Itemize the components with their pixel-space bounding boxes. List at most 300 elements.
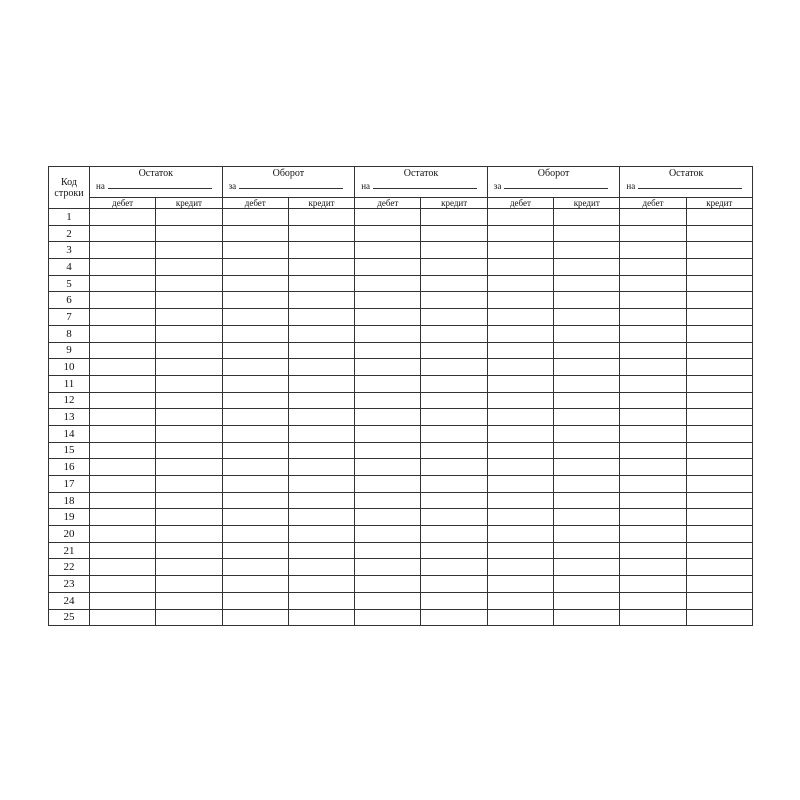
- debit-cell[interactable]: [90, 609, 156, 626]
- credit-cell[interactable]: [156, 375, 222, 392]
- debit-cell[interactable]: [222, 592, 288, 609]
- debit-cell[interactable]: [487, 225, 553, 242]
- debit-cell[interactable]: [222, 509, 288, 526]
- debit-cell[interactable]: [487, 342, 553, 359]
- credit-cell[interactable]: [288, 392, 354, 409]
- credit-cell[interactable]: [421, 442, 487, 459]
- debit-cell[interactable]: [355, 609, 421, 626]
- debit-cell[interactable]: [487, 292, 553, 309]
- date-blank-field[interactable]: [108, 180, 212, 189]
- row-code: 23: [49, 576, 90, 593]
- debit-cell[interactable]: [620, 359, 686, 376]
- table-row: [49, 425, 753, 442]
- credit-cell[interactable]: [288, 476, 354, 493]
- debit-cell[interactable]: [487, 375, 553, 392]
- credit-header: кредит: [686, 198, 752, 209]
- credit-cell[interactable]: [686, 576, 752, 593]
- credit-cell[interactable]: [554, 459, 620, 476]
- credit-cell[interactable]: [554, 259, 620, 276]
- credit-cell[interactable]: [554, 359, 620, 376]
- debit-cell[interactable]: [355, 409, 421, 426]
- row-code: 21: [49, 542, 90, 559]
- credit-cell[interactable]: [421, 392, 487, 409]
- group-date-line: [223, 180, 355, 192]
- debit-cell[interactable]: [222, 476, 288, 493]
- credit-cell[interactable]: [554, 559, 620, 576]
- debit-cell[interactable]: [90, 242, 156, 259]
- credit-cell[interactable]: [156, 292, 222, 309]
- row-code: 15: [49, 442, 90, 459]
- table-row: [49, 559, 753, 576]
- credit-cell[interactable]: [421, 275, 487, 292]
- debit-cell[interactable]: [222, 492, 288, 509]
- debit-cell[interactable]: [620, 275, 686, 292]
- debit-cell[interactable]: [90, 576, 156, 593]
- debit-cell[interactable]: [487, 309, 553, 326]
- credit-cell[interactable]: [554, 526, 620, 543]
- credit-cell[interactable]: [156, 592, 222, 609]
- credit-cell[interactable]: [156, 509, 222, 526]
- debit-cell[interactable]: [222, 375, 288, 392]
- debit-cell[interactable]: [90, 275, 156, 292]
- credit-cell[interactable]: [288, 576, 354, 593]
- credit-cell[interactable]: [288, 459, 354, 476]
- credit-cell[interactable]: [288, 526, 354, 543]
- credit-cell[interactable]: [421, 325, 487, 342]
- debit-cell[interactable]: [90, 476, 156, 493]
- credit-cell[interactable]: [288, 442, 354, 459]
- credit-cell[interactable]: [421, 209, 487, 226]
- ledger-form: [48, 166, 752, 628]
- credit-cell[interactable]: [686, 309, 752, 326]
- debit-cell[interactable]: [222, 225, 288, 242]
- credit-cell[interactable]: [554, 275, 620, 292]
- debit-cell[interactable]: [90, 259, 156, 276]
- debit-cell[interactable]: [620, 542, 686, 559]
- table-row: [49, 325, 753, 342]
- row-code: 5: [49, 275, 90, 292]
- debit-cell[interactable]: [90, 509, 156, 526]
- credit-cell[interactable]: [686, 592, 752, 609]
- credit-cell[interactable]: [686, 392, 752, 409]
- debit-cell[interactable]: [90, 209, 156, 226]
- credit-cell[interactable]: [288, 492, 354, 509]
- table-row: [49, 242, 753, 259]
- credit-header: кредит: [421, 198, 487, 209]
- debit-cell[interactable]: [620, 459, 686, 476]
- credit-cell[interactable]: [686, 459, 752, 476]
- credit-cell[interactable]: [686, 425, 752, 442]
- credit-cell[interactable]: [156, 526, 222, 543]
- debit-cell[interactable]: [620, 576, 686, 593]
- date-blank-field[interactable]: [504, 180, 608, 189]
- debit-cell[interactable]: [90, 542, 156, 559]
- credit-cell[interactable]: [288, 592, 354, 609]
- credit-cell[interactable]: [421, 526, 487, 543]
- debit-cell[interactable]: [222, 392, 288, 409]
- credit-cell[interactable]: [554, 542, 620, 559]
- credit-cell[interactable]: [686, 492, 752, 509]
- credit-cell[interactable]: [156, 609, 222, 626]
- credit-cell[interactable]: [156, 442, 222, 459]
- debit-cell[interactable]: [90, 392, 156, 409]
- debit-cell[interactable]: [620, 225, 686, 242]
- table-row: [49, 492, 753, 509]
- debit-cell[interactable]: [487, 459, 553, 476]
- debit-cell[interactable]: [355, 259, 421, 276]
- credit-cell[interactable]: [288, 375, 354, 392]
- debit-cell[interactable]: [355, 325, 421, 342]
- debit-cell[interactable]: [222, 309, 288, 326]
- table-row: [49, 375, 753, 392]
- credit-cell[interactable]: [554, 292, 620, 309]
- credit-cell[interactable]: [686, 209, 752, 226]
- debit-cell[interactable]: [487, 392, 553, 409]
- credit-cell[interactable]: [421, 259, 487, 276]
- credit-cell[interactable]: [686, 442, 752, 459]
- debit-cell[interactable]: [222, 559, 288, 576]
- debit-cell[interactable]: [355, 309, 421, 326]
- credit-cell[interactable]: [686, 476, 752, 493]
- debit-cell[interactable]: [355, 492, 421, 509]
- debit-cell[interactable]: [90, 526, 156, 543]
- debit-cell[interactable]: [487, 492, 553, 509]
- table-row: [49, 526, 753, 543]
- date-blank-field[interactable]: [239, 180, 343, 189]
- credit-cell[interactable]: [421, 509, 487, 526]
- credit-cell[interactable]: [554, 209, 620, 226]
- credit-cell[interactable]: [686, 559, 752, 576]
- debit-cell[interactable]: [222, 425, 288, 442]
- table-row: [49, 509, 753, 526]
- row-code: 6: [49, 292, 90, 309]
- debit-cell[interactable]: [620, 509, 686, 526]
- debit-cell[interactable]: [90, 375, 156, 392]
- credit-cell[interactable]: [554, 576, 620, 593]
- credit-cell[interactable]: [686, 409, 752, 426]
- group-date-line: [90, 180, 222, 192]
- credit-cell[interactable]: [421, 592, 487, 609]
- debit-cell[interactable]: [355, 476, 421, 493]
- credit-cell[interactable]: [421, 559, 487, 576]
- debit-cell[interactable]: [222, 209, 288, 226]
- row-code: 16: [49, 459, 90, 476]
- debit-cell[interactable]: [90, 292, 156, 309]
- debit-cell[interactable]: [487, 359, 553, 376]
- credit-cell[interactable]: [156, 476, 222, 493]
- credit-cell[interactable]: [421, 425, 487, 442]
- credit-cell[interactable]: [554, 342, 620, 359]
- debit-cell[interactable]: [355, 242, 421, 259]
- group-header: [222, 167, 355, 198]
- group-header: [355, 167, 488, 198]
- credit-cell[interactable]: [686, 375, 752, 392]
- credit-cell[interactable]: [554, 442, 620, 459]
- credit-cell[interactable]: [421, 459, 487, 476]
- debit-cell[interactable]: [90, 592, 156, 609]
- debit-cell[interactable]: [222, 259, 288, 276]
- credit-cell[interactable]: [554, 375, 620, 392]
- debit-cell[interactable]: [355, 559, 421, 576]
- debit-header: дебет: [90, 198, 156, 209]
- credit-cell[interactable]: [288, 542, 354, 559]
- debit-cell[interactable]: [487, 209, 553, 226]
- debit-cell[interactable]: [355, 509, 421, 526]
- debit-cell[interactable]: [355, 459, 421, 476]
- credit-cell[interactable]: [686, 509, 752, 526]
- row-code: 24: [49, 592, 90, 609]
- table-row: [49, 476, 753, 493]
- debit-cell[interactable]: [487, 592, 553, 609]
- credit-cell[interactable]: [686, 342, 752, 359]
- debit-cell[interactable]: [222, 242, 288, 259]
- debit-cell[interactable]: [620, 476, 686, 493]
- group-date-line: [355, 180, 487, 192]
- credit-cell[interactable]: [156, 492, 222, 509]
- credit-cell[interactable]: [686, 542, 752, 559]
- credit-cell[interactable]: [288, 342, 354, 359]
- debit-cell[interactable]: [90, 225, 156, 242]
- credit-cell[interactable]: [156, 425, 222, 442]
- credit-cell[interactable]: [288, 609, 354, 626]
- credit-cell[interactable]: [686, 259, 752, 276]
- credit-cell[interactable]: [686, 275, 752, 292]
- debit-cell[interactable]: [620, 409, 686, 426]
- credit-cell[interactable]: [686, 225, 752, 242]
- debit-cell[interactable]: [620, 559, 686, 576]
- credit-cell[interactable]: [554, 242, 620, 259]
- credit-cell[interactable]: [421, 609, 487, 626]
- credit-cell[interactable]: [686, 526, 752, 543]
- credit-cell[interactable]: [554, 325, 620, 342]
- credit-cell[interactable]: [686, 325, 752, 342]
- debit-cell[interactable]: [355, 359, 421, 376]
- debit-cell[interactable]: [620, 442, 686, 459]
- debit-cell[interactable]: [222, 359, 288, 376]
- debit-cell[interactable]: [620, 342, 686, 359]
- date-blank-field[interactable]: [373, 180, 477, 189]
- debit-cell[interactable]: [90, 492, 156, 509]
- credit-cell[interactable]: [156, 459, 222, 476]
- debit-header: дебет: [222, 198, 288, 209]
- debit-cell[interactable]: [487, 542, 553, 559]
- debit-cell[interactable]: [487, 242, 553, 259]
- debit-cell[interactable]: [355, 592, 421, 609]
- credit-cell[interactable]: [421, 242, 487, 259]
- debit-cell[interactable]: [355, 375, 421, 392]
- debit-cell[interactable]: [222, 442, 288, 459]
- debit-cell[interactable]: [222, 292, 288, 309]
- credit-cell[interactable]: [554, 509, 620, 526]
- debit-cell[interactable]: [222, 325, 288, 342]
- credit-cell[interactable]: [288, 209, 354, 226]
- credit-header: кредит: [554, 198, 620, 209]
- credit-cell[interactable]: [421, 576, 487, 593]
- credit-cell[interactable]: [554, 492, 620, 509]
- subheader-row: [49, 198, 753, 209]
- debit-cell[interactable]: [90, 442, 156, 459]
- credit-cell[interactable]: [288, 359, 354, 376]
- credit-cell[interactable]: [156, 542, 222, 559]
- credit-cell[interactable]: [288, 325, 354, 342]
- credit-cell[interactable]: [288, 275, 354, 292]
- group-header: [620, 167, 753, 198]
- row-code: 10: [49, 359, 90, 376]
- credit-cell[interactable]: [288, 559, 354, 576]
- debit-cell[interactable]: [90, 359, 156, 376]
- debit-cell[interactable]: [620, 392, 686, 409]
- debit-cell[interactable]: [355, 342, 421, 359]
- credit-cell[interactable]: [156, 559, 222, 576]
- credit-cell[interactable]: [554, 476, 620, 493]
- debit-cell[interactable]: [487, 325, 553, 342]
- credit-cell[interactable]: [288, 259, 354, 276]
- credit-cell[interactable]: [156, 359, 222, 376]
- credit-cell[interactable]: [421, 309, 487, 326]
- credit-cell[interactable]: [421, 359, 487, 376]
- debit-cell[interactable]: [355, 392, 421, 409]
- credit-cell[interactable]: [421, 342, 487, 359]
- row-code: 13: [49, 409, 90, 426]
- row-code: 11: [49, 375, 90, 392]
- group-date-prefix: на: [96, 181, 105, 191]
- debit-cell[interactable]: [90, 409, 156, 426]
- credit-cell[interactable]: [156, 392, 222, 409]
- credit-cell[interactable]: [288, 509, 354, 526]
- row-code: 8: [49, 325, 90, 342]
- debit-cell[interactable]: [620, 609, 686, 626]
- table-row: [49, 542, 753, 559]
- credit-cell[interactable]: [686, 242, 752, 259]
- credit-cell[interactable]: [421, 542, 487, 559]
- debit-cell[interactable]: [620, 375, 686, 392]
- credit-cell[interactable]: [156, 209, 222, 226]
- debit-cell[interactable]: [222, 459, 288, 476]
- credit-cell[interactable]: [156, 409, 222, 426]
- debit-cell[interactable]: [90, 459, 156, 476]
- credit-cell[interactable]: [421, 409, 487, 426]
- debit-cell[interactable]: [487, 442, 553, 459]
- debit-cell[interactable]: [222, 609, 288, 626]
- debit-cell[interactable]: [487, 275, 553, 292]
- debit-cell[interactable]: [620, 292, 686, 309]
- group-date-prefix: за: [228, 181, 237, 191]
- debit-cell[interactable]: [90, 325, 156, 342]
- credit-cell[interactable]: [288, 225, 354, 242]
- debit-cell[interactable]: [620, 259, 686, 276]
- credit-cell[interactable]: [554, 225, 620, 242]
- credit-cell[interactable]: [288, 425, 354, 442]
- credit-cell[interactable]: [288, 242, 354, 259]
- debit-cell[interactable]: [90, 309, 156, 326]
- credit-cell[interactable]: [421, 292, 487, 309]
- credit-cell[interactable]: [156, 342, 222, 359]
- debit-cell[interactable]: [355, 275, 421, 292]
- credit-cell[interactable]: [156, 275, 222, 292]
- date-blank-field[interactable]: [638, 180, 742, 189]
- debit-header: дебет: [620, 198, 686, 209]
- credit-cell[interactable]: [156, 309, 222, 326]
- debit-cell[interactable]: [355, 442, 421, 459]
- row-code: 17: [49, 476, 90, 493]
- credit-cell[interactable]: [288, 292, 354, 309]
- row-code: 3: [49, 242, 90, 259]
- debit-cell[interactable]: [620, 309, 686, 326]
- credit-cell[interactable]: [686, 292, 752, 309]
- debit-cell[interactable]: [355, 576, 421, 593]
- credit-cell[interactable]: [156, 576, 222, 593]
- debit-cell[interactable]: [620, 325, 686, 342]
- debit-cell[interactable]: [620, 526, 686, 543]
- debit-cell[interactable]: [487, 559, 553, 576]
- debit-cell[interactable]: [355, 425, 421, 442]
- debit-cell[interactable]: [620, 209, 686, 226]
- debit-cell[interactable]: [355, 209, 421, 226]
- credit-cell[interactable]: [554, 309, 620, 326]
- debit-cell[interactable]: [487, 409, 553, 426]
- debit-cell[interactable]: [222, 526, 288, 543]
- debit-cell[interactable]: [222, 409, 288, 426]
- debit-cell[interactable]: [222, 275, 288, 292]
- table-row: [49, 459, 753, 476]
- credit-cell[interactable]: [288, 409, 354, 426]
- group-date-line: [488, 180, 620, 192]
- debit-cell[interactable]: [620, 425, 686, 442]
- debit-cell[interactable]: [90, 559, 156, 576]
- debit-cell[interactable]: [355, 292, 421, 309]
- debit-cell[interactable]: [222, 342, 288, 359]
- debit-cell[interactable]: [620, 492, 686, 509]
- credit-cell[interactable]: [421, 375, 487, 392]
- credit-cell[interactable]: [421, 476, 487, 493]
- debit-cell[interactable]: [487, 425, 553, 442]
- credit-cell[interactable]: [554, 592, 620, 609]
- ledger-body: [49, 209, 753, 626]
- credit-cell[interactable]: [156, 325, 222, 342]
- debit-cell[interactable]: [487, 259, 553, 276]
- debit-cell[interactable]: [90, 342, 156, 359]
- credit-cell[interactable]: [156, 259, 222, 276]
- debit-cell[interactable]: [222, 542, 288, 559]
- debit-cell[interactable]: [620, 242, 686, 259]
- debit-cell[interactable]: [487, 476, 553, 493]
- row-code: 2: [49, 225, 90, 242]
- group-title: Остаток: [138, 168, 174, 179]
- debit-cell[interactable]: [355, 542, 421, 559]
- debit-cell[interactable]: [487, 526, 553, 543]
- credit-cell[interactable]: [686, 609, 752, 626]
- debit-cell[interactable]: [355, 526, 421, 543]
- credit-cell[interactable]: [554, 425, 620, 442]
- debit-cell[interactable]: [487, 576, 553, 593]
- credit-cell[interactable]: [156, 225, 222, 242]
- credit-header: кредит: [288, 198, 354, 209]
- debit-cell[interactable]: [90, 425, 156, 442]
- credit-cell[interactable]: [288, 309, 354, 326]
- debit-cell[interactable]: [355, 225, 421, 242]
- credit-cell[interactable]: [686, 359, 752, 376]
- credit-cell[interactable]: [421, 225, 487, 242]
- credit-cell[interactable]: [156, 242, 222, 259]
- credit-cell[interactable]: [554, 409, 620, 426]
- debit-cell[interactable]: [222, 576, 288, 593]
- debit-cell[interactable]: [620, 592, 686, 609]
- debit-cell[interactable]: [487, 509, 553, 526]
- debit-cell[interactable]: [487, 609, 553, 626]
- credit-cell[interactable]: [554, 392, 620, 409]
- credit-cell[interactable]: [421, 492, 487, 509]
- credit-cell[interactable]: [554, 609, 620, 626]
